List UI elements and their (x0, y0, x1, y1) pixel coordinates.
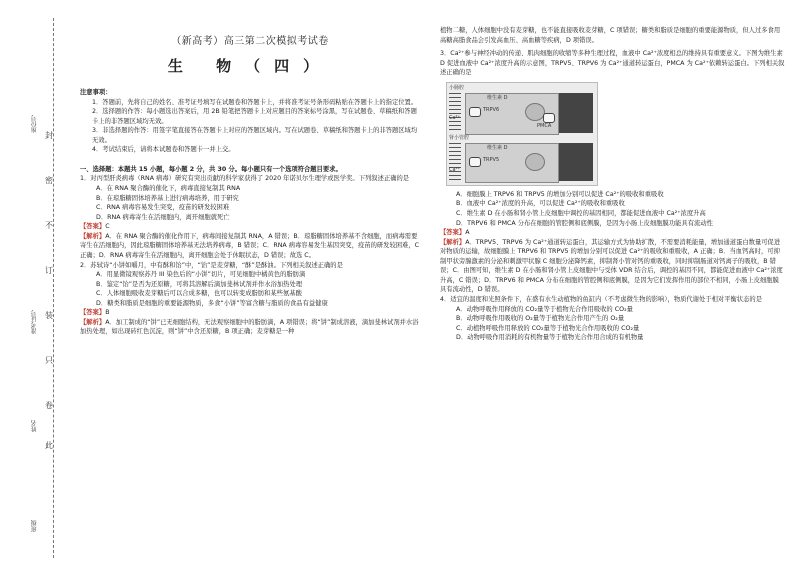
analysis-text: A．在 RNA 聚合酶的催化作用下，病毒间接复制其 RNA，A 错误；B．琼脂糖固体培养基不含细胞，而病毒需要寄生在活细胞内，因此琼脂糖固体培养基无法培养病毒，B 错误；C．RNA 病毒容易发生基因突变，疫苗的研发较困难，C 正确；D．RNA 病毒寄生在活细胞内，离开细胞会处于休眠状态，D 错误；故选 C。 (80, 232, 420, 259)
class-label: 班级 (31, 520, 38, 532)
section-heading: 一、选择题：本题共 15 小题，每小题 2 分，共 30 分。每小题只有一个选项符合题目要求。 (80, 165, 342, 173)
exam-id-label: 准考证号 (31, 310, 38, 334)
binding-char: 密 (45, 176, 53, 185)
question-1-option: D．RNA 病毒寄生在活细胞内，离开细胞就死亡 (96, 213, 230, 221)
answer-tag: 【答案】 (80, 223, 106, 231)
pmca-pump-icon (543, 113, 555, 123)
binding-char: 不 (45, 221, 53, 230)
question-1-option: A．在 RNA 聚合酶的催化下，病毒直接复制其 RNA (96, 185, 241, 193)
subject-title: 生 物（四） (167, 57, 333, 76)
question-1-option: C．RNA 病毒容易发生突变，疫苗的研发较困难 (96, 204, 230, 212)
trpv6-channel-icon (469, 107, 481, 117)
question-2-stem: 2．苏轼诗“小饼如嚼月，中有酥和饴”中，“饴”是麦芽糖，“酥”是酥油。下列相关叙述正确的是 (80, 261, 343, 269)
calcium-transport-figure (446, 82, 598, 186)
question-4-option: A．动物呼吸作用释放的 CO₂量等于植物光合作用吸收的 CO₂量 (456, 305, 633, 313)
question-1-option: B．在琼脂糖固体培养基上进行病毒培养，用于研究 (96, 194, 239, 202)
binding-strip (0, 0, 60, 562)
question-1-answer (80, 222, 420, 232)
right-column (440, 26, 785, 343)
question-4-option: C．动植物呼吸作用释放的 CO₂量等于植物光合作用吸收的 CO₂量 (456, 324, 640, 332)
answer-value: B (105, 309, 110, 317)
question-1-stem: 1．对丙型肝炎病毒（RNA 病毒）研究有突出贡献的科学家获得了 2020 年诺贝尔生理学或医学奖。下列叙述正确的是 (80, 175, 410, 183)
question-4-stem: 4．适宜的温度和光照条件下，在盛有水生动植物的鱼缸内（不考虑微生物的影响），物质代谢处于相对平衡状态的是 (440, 296, 762, 303)
binding-char: 封 (45, 131, 53, 140)
question-2-option: B．鉴定“饴”是否为还原糖，可将其溶解后滴加斐林试剂并作水浴加热处理 (96, 280, 303, 288)
calcium-label: Ca²⁺ (449, 166, 461, 173)
question-3-option: B．血液中 Ca²⁺浓度的升高，可以促进 Ca²⁺的吸收和重吸收 (456, 200, 625, 208)
calcium-label: Ca²⁺ (449, 114, 461, 121)
question-3-analysis (440, 238, 785, 295)
small-intestine-label: 小肠腔 (449, 84, 465, 91)
intestine-villi (449, 93, 461, 133)
left-column (80, 0, 420, 337)
binding-char: 此 (45, 441, 53, 450)
question-3-option: A．细胞膜上 TRPV6 和 TRPV5 的增加分别可以促进 Ca²⁺的吸收和重吸收 (456, 190, 664, 198)
binding-char: 订 (45, 266, 53, 275)
binding-dashed-line (53, 18, 54, 558)
exam-title: （新高考）高三第二次模拟考试卷 (171, 36, 329, 47)
question-1-analysis (80, 232, 420, 261)
question-3-option: D．TRPV6 和 PMCA 分布在细胞的管腔侧和底侧膜，是因为小肠上皮细胞膜功能具有流动性 (456, 219, 713, 227)
intestine-blood-vessel (559, 93, 593, 133)
intestine-nucleus (525, 103, 545, 121)
answer-tag: 【答案】 (80, 309, 106, 317)
kidney-nucleus (525, 153, 545, 171)
notice-item: 4．考试结束后，请将本试题卷和答题卡一并上交。 (92, 146, 235, 154)
vitamin-d-label: 维生素 D (487, 94, 508, 101)
question-4-option: D．动物呼吸作用消耗的有机物量等于植物光合作用合成的有机物量 (456, 334, 644, 342)
trpv5-channel-icon (469, 157, 481, 167)
binding-char: 装 (45, 311, 53, 320)
analysis-text: A．加工制成的“饼”已无细胞结构，无法观察细胞中的脂肪滴，A 项错误；将“饼”制成溶液，滴加斐林试剂并水浴加热处理，如出现砖红色沉淀，则“饼”中含还原糖，B 项正确；麦芽糖是一种 (80, 318, 419, 336)
answer-tag: 【答案】 (440, 229, 466, 237)
binding-char: 只 (45, 356, 53, 365)
question-2-analysis-continued: 植物二糖，人体细胞中没有麦芽糖，也不能直接吸收麦芽糖，C 项错误；糖类和脂质是细胞的重要能源物质，但人过多食用高糖高脂食品会引发高血压、高血糖等疾病，D 项错误。 (440, 27, 781, 44)
analysis-tag: 【解析】 (80, 318, 106, 326)
question-4-option: B．动物呼吸作用吸收的 O₂量等于植物光合作用产生的 O₂量 (456, 315, 625, 323)
seat-number-label: 座位号 (31, 115, 38, 133)
analysis-tag: 【解析】 (80, 232, 106, 240)
binding-char: 卷 (45, 401, 53, 410)
question-2-answer (80, 308, 420, 318)
answer-value: A (465, 229, 470, 237)
notice-item: 2．选择题的作答：每小题选出答案后，用 2B 铅笔把答题卡上对应题目的答案标号涂黑，写在试题卷、草稿纸和答题卡上的非答题区域均无效。 (92, 108, 417, 125)
trpv5-label: TRPV5 (483, 156, 500, 163)
kidney-blood-vessel (559, 143, 593, 181)
notice-item: 3．非选择题的作答：用签字笔直接答在答题卡上对应的答题区域内。写在试题卷、草稿纸和答题卡上的非答题区域均无效。 (92, 127, 418, 144)
analysis-tag: 【解析】 (440, 238, 466, 246)
question-2-option: A．用显微镜观察苏丹 III 染色后的“小饼”切片，可见细胞中橘黄色的脂肪滴 (96, 271, 306, 279)
question-2-option: C．人体细胞吸收麦芽糖后可以合成多糖，也可以转变成脂肪和某些氨基酸 (96, 290, 302, 298)
vitamin-d-label: 维生素 D (487, 144, 508, 151)
question-3-stem: 3．Ca²⁺参与神经冲动的传递、肌肉细胞的收缩等多种生理过程，血液中 Ca²⁺浓度相总的维持具有重要意义。下图为维生素 D 促进血液中 Ca²⁺浓度升高的示意图，TRPV5、TRPV6 为 Ca²⁺通道转运蛋白，PMCA 为 Ca²⁺依赖转运蛋白。下列相关叙述正确的是 (440, 50, 785, 77)
question-3-option: C．维生素 D 在小肠和肾小管上皮细胞中调控的基因相同，都能促进血液中 Ca²⁺浓度升高 (456, 209, 706, 217)
question-2-option: D．糖类和脂质是细胞的重要能源物质，多食“小饼”等富含糖与脂质的食品有益健康 (96, 299, 328, 307)
analysis-text: A．TRPV5、TRPV6 为 Ca²⁺通道转运蛋白，其运输方式为协助扩散，不需要消耗能量，增加通道蛋白数量可促进对物质的运输，故细胞膜上 TRPV6 和 TRPV5 的增加分别可以促进 Ca²⁺的吸收和重吸收，A 正确；B．当血钙高时，可抑制甲状旁腺激素的分泌和刺激甲状腺 C 细胞分泌降钙素，抑制肾小管对钙的重吸收，同时抑制肠道对钙离子的吸收，B 错误；C．由图可知，维生素 D 在小肠和肾小管上皮细胞中与受体 VDR 结合后，调控的基因不同，都能促进血液中 Ca²⁺浓度升高，C 错误；D．TRPV6 和 PMCA 分布在细胞的管腔侧和底侧膜，是因为它们发挥作用的部位不相同，小肠上皮细胞膜具有流动性，D 错误。 (440, 238, 783, 294)
notice-heading: 注意事项： (80, 88, 112, 96)
answer-value: C (105, 223, 110, 231)
question-3-answer (440, 228, 785, 238)
question-2-analysis (80, 318, 420, 337)
trpv6-label: TRPV6 (483, 106, 500, 113)
notice-item: 1．答题前，先将自己的姓名、准考证号填写在试题卷和答题卡上，并将准考证号条形码粘贴在答题卡上的指定位置。 (92, 98, 418, 106)
name-label: 姓名 (31, 420, 38, 432)
pmca-label: PMCA (537, 122, 552, 129)
kidney-villi (449, 143, 461, 183)
kidney-tubule-label: 肾小管腔 (449, 134, 470, 141)
